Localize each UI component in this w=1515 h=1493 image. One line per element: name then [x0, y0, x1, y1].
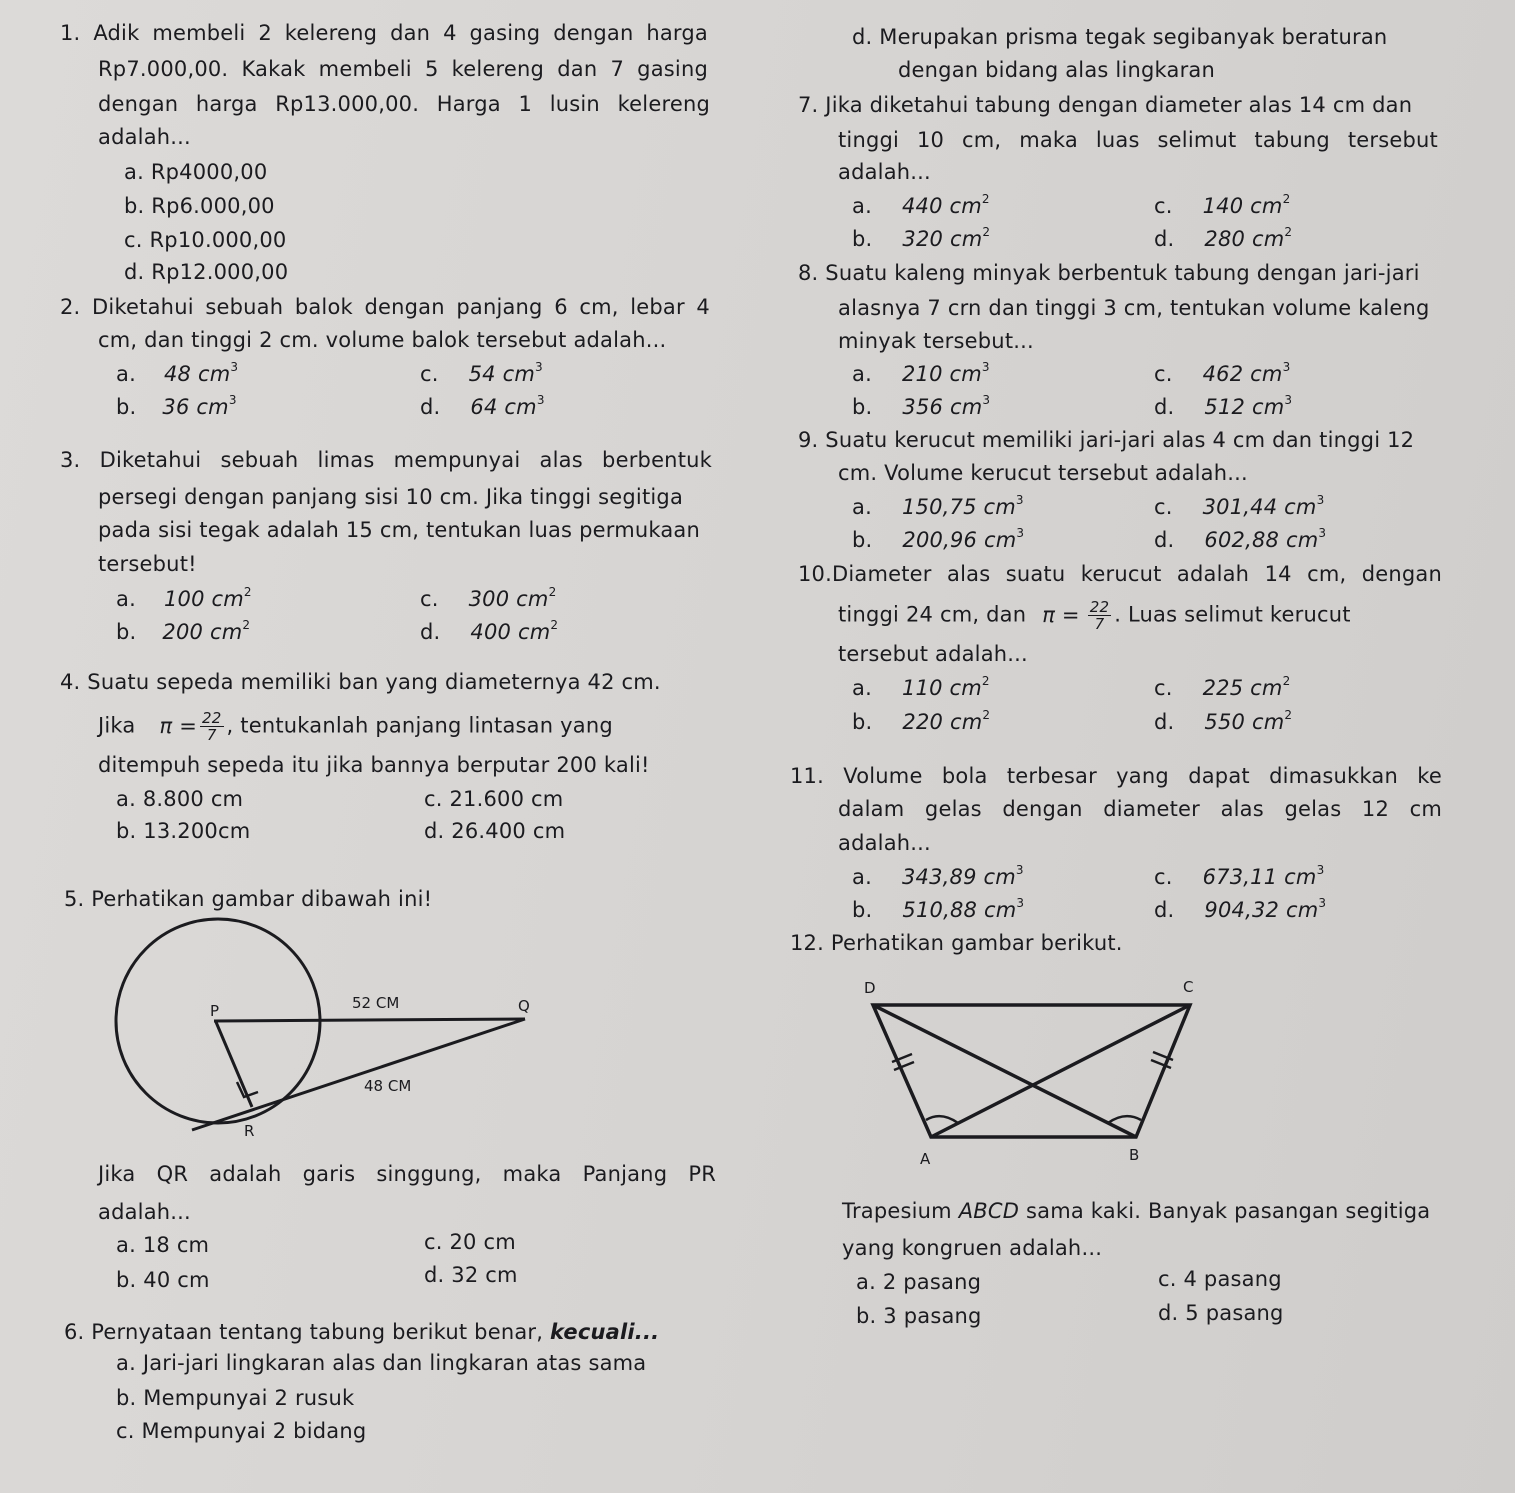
q12-stem: Trapesium ABCD sama kaki. Banyak pasangan segitiga	[842, 1199, 1431, 1223]
q11-line-2: dalam gelas dengan diameter alas gelas 12 cm	[838, 797, 1442, 821]
q6-stem: 6. Pernyataan tentang tabung berikut benar, kecuali...	[64, 1320, 660, 1344]
q12-label-b: B	[1129, 1146, 1140, 1164]
q4-line-3: ditempuh sepeda itu jika bannya berputar 200 kali!	[98, 753, 650, 777]
q10-option-c: c. 225 $cm^2$	[1154, 674, 1291, 700]
q9-line-2: cm. Volume kerucut tersebut adalah...	[838, 461, 1248, 485]
q6-option-a: a. Jari-jari lingkaran alas dan lingkaran atas sama	[116, 1351, 647, 1375]
q9-option-d: d. 602,88 $cm^3$	[1154, 526, 1327, 552]
q6-option-d-cont: dengan bidang alas lingkaran	[898, 58, 1215, 82]
q11-option-a: a. 343,89 $cm^3$	[852, 863, 1024, 889]
q8-option-b: b. 356 $cm^3$	[852, 393, 991, 419]
q12-angle-a	[926, 1116, 958, 1123]
q7-option-c: c. 140 $cm^2$	[1154, 192, 1291, 218]
q10-line-1: 10.Diameter alas suatu kerucut adalah 14 cm, dengan	[798, 562, 1442, 586]
q12-option-c: c. 4 pasang	[1158, 1267, 1282, 1291]
q5-label-r: R	[244, 1122, 255, 1140]
q7-line-2: tinggi 10 cm, maka luas selimut tabung tersebut	[838, 128, 1438, 152]
q12-label-a: A	[920, 1150, 931, 1168]
q3-option-d: d. 400 $cm^2$	[420, 618, 559, 644]
q10-line-2: tinggi 24 cm, dan π = $\frac{22}{7}$ . Luas selimut kerucut	[838, 598, 1351, 633]
q12-diagonal-ac	[931, 1005, 1190, 1137]
q2-option-c: c. 54 $cm^3$	[420, 360, 543, 386]
q11-line-3: adalah...	[838, 831, 931, 855]
q7-option-d: d. 280 $cm^2$	[1154, 225, 1293, 251]
q3-option-a: a. 100 $cm^2$	[116, 585, 252, 611]
q3-line-4: tersebut!	[98, 552, 197, 576]
q2-line-2: cm, dan tinggi 2 cm. volume balok tersebut adalah...	[98, 328, 667, 352]
q8-line-3: minyak tersebut...	[838, 329, 1034, 353]
q1-option-c: c. Rp10.000,00	[124, 228, 287, 252]
q11-option-d: d. 904,32 $cm^3$	[1154, 896, 1327, 922]
q11-line-1: 11. Volume bola terbesar yang dapat dimasukkan ke	[790, 764, 1442, 788]
q3-line-1: 3. Diketahui sebuah limas mempunyai alas berbentuk	[60, 448, 712, 472]
q5-line-2: adalah...	[98, 1200, 191, 1224]
q12-label-d: D	[864, 979, 876, 997]
q12-option-b: b. 3 pasang	[856, 1304, 982, 1328]
q2-option-a: a. 48 $cm^3$	[116, 360, 239, 386]
q3-option-b: b. 200 $cm^2$	[116, 618, 251, 644]
q2-option-b: b. 36 $cm^3$	[116, 393, 237, 419]
q6-option-b: b. Mempunyai 2 rusuk	[116, 1386, 355, 1410]
q12-diagonal-bd	[873, 1005, 1136, 1137]
q8-option-c: c. 462 $cm^3$	[1154, 360, 1291, 386]
q5-line-1: Jika QR adalah garis singgung, maka Panjang PR	[98, 1162, 716, 1186]
q12-label-c: C	[1183, 978, 1194, 996]
q12-option-d: d. 5 pasang	[1158, 1301, 1284, 1325]
q6-option-c: c. Mempunyai 2 bidang	[116, 1419, 367, 1443]
q3-line-2: persegi dengan panjang sisi 10 cm. Jika tinggi segitiga	[98, 485, 684, 509]
q1-line-1: 1. Adik membeli 2 kelereng dan 4 gasing dengan harga	[60, 21, 708, 45]
q5-option-d: d. 32 cm	[424, 1263, 518, 1287]
q5-option-c: c. 20 cm	[424, 1230, 516, 1254]
q9-option-b: b. 200,96 $cm^3$	[852, 526, 1025, 552]
q5-option-a: a. 18 cm	[116, 1233, 210, 1257]
q2-line-1: 2. Diketahui sebuah balok dengan panjang 6 cm, lebar 4	[60, 295, 710, 319]
q4-option-d: d. 26.400 cm	[424, 819, 566, 843]
q10-option-b: b. 220 $cm^2$	[852, 708, 991, 734]
q4-option-a: a. 8.800 cm	[116, 787, 244, 811]
q10-option-d: d. 550 $cm^2$	[1154, 708, 1293, 734]
q5-title: 5. Perhatikan gambar dibawah ini!	[64, 887, 433, 911]
q5-label-qr-length: 48 CM	[364, 1077, 412, 1095]
q5-label-p: P	[210, 1002, 220, 1020]
q11-option-b: b. 510,88 $cm^3$	[852, 896, 1025, 922]
q1-option-b: b. Rp6.000,00	[124, 194, 275, 218]
q4-line-2: Jika π = $\frac{22}{7}$ , tentukanlah panjang lintasan yang	[98, 709, 613, 744]
q1-option-d: d. Rp12.000,00	[124, 260, 289, 284]
q8-option-d: d. 512 $cm^3$	[1154, 393, 1293, 419]
q3-option-c: c. 300 $cm^2$	[420, 585, 557, 611]
q5-label-q: Q	[518, 997, 530, 1015]
q7-line-1: 7. Jika diketahui tabung dengan diameter alas 14 cm dan	[798, 93, 1413, 117]
q7-option-b: b. 320 $cm^2$	[852, 225, 991, 251]
q8-line-2: alasnya 7 crn dan tinggi 3 cm, tentukan volume kaleng	[838, 296, 1430, 320]
q12-angle-b	[1108, 1116, 1141, 1123]
q1-line-3: dengan harga Rp13.000,00. Harga 1 lusin kelereng	[98, 92, 710, 116]
q9-option-c: c. 301,44 $cm^3$	[1154, 493, 1325, 519]
q9-line-1: 9. Suatu kerucut memiliki jari-jari alas 4 cm dan tinggi 12	[798, 428, 1415, 452]
q1-line-2: Rp7.000,00. Kakak membeli 5 kelereng dan 7 gasing	[98, 57, 708, 81]
q2-option-d: d. 64 $cm^3$	[420, 393, 545, 419]
q10-line-3: tersebut adalah...	[838, 642, 1028, 666]
q4-line-1: 4. Suatu sepeda memiliki ban yang diameternya 42 cm.	[60, 670, 661, 694]
q12-line-2: yang kongruen adalah...	[842, 1236, 1103, 1260]
q11-option-c: c. 673,11 $cm^3$	[1154, 863, 1325, 889]
q12-title: 12. Perhatikan gambar berikut.	[790, 931, 1123, 955]
q8-option-a: a. 210 $cm^3$	[852, 360, 990, 386]
q4-option-c: c. 21.600 cm	[424, 787, 564, 811]
q7-option-a: a. 440 $cm^2$	[852, 192, 990, 218]
q1-option-a: a. Rp4000,00	[124, 160, 268, 184]
q4-option-b: b. 13.200cm	[116, 819, 251, 843]
q5-option-b: b. 40 cm	[116, 1268, 210, 1292]
q6-option-d: d. Merupakan prisma tegak segibanyak beraturan	[852, 25, 1388, 49]
q8-line-1: 8. Suatu kaleng minyak berbentuk tabung dengan jari-jari	[798, 261, 1420, 285]
q12-option-a: a. 2 pasang	[856, 1270, 982, 1294]
q1-line-4: adalah...	[98, 125, 191, 149]
q10-option-a: a. 110 $cm^2$	[852, 674, 990, 700]
q9-option-a: a. 150,75 $cm^3$	[852, 493, 1024, 519]
q7-line-3: adalah...	[838, 160, 931, 184]
q3-line-3: pada sisi tegak adalah 15 cm, tentukan luas permukaan	[98, 518, 700, 542]
q12-trapezoid	[873, 1005, 1190, 1137]
q5-label-pq-length: 52 CM	[352, 994, 400, 1012]
